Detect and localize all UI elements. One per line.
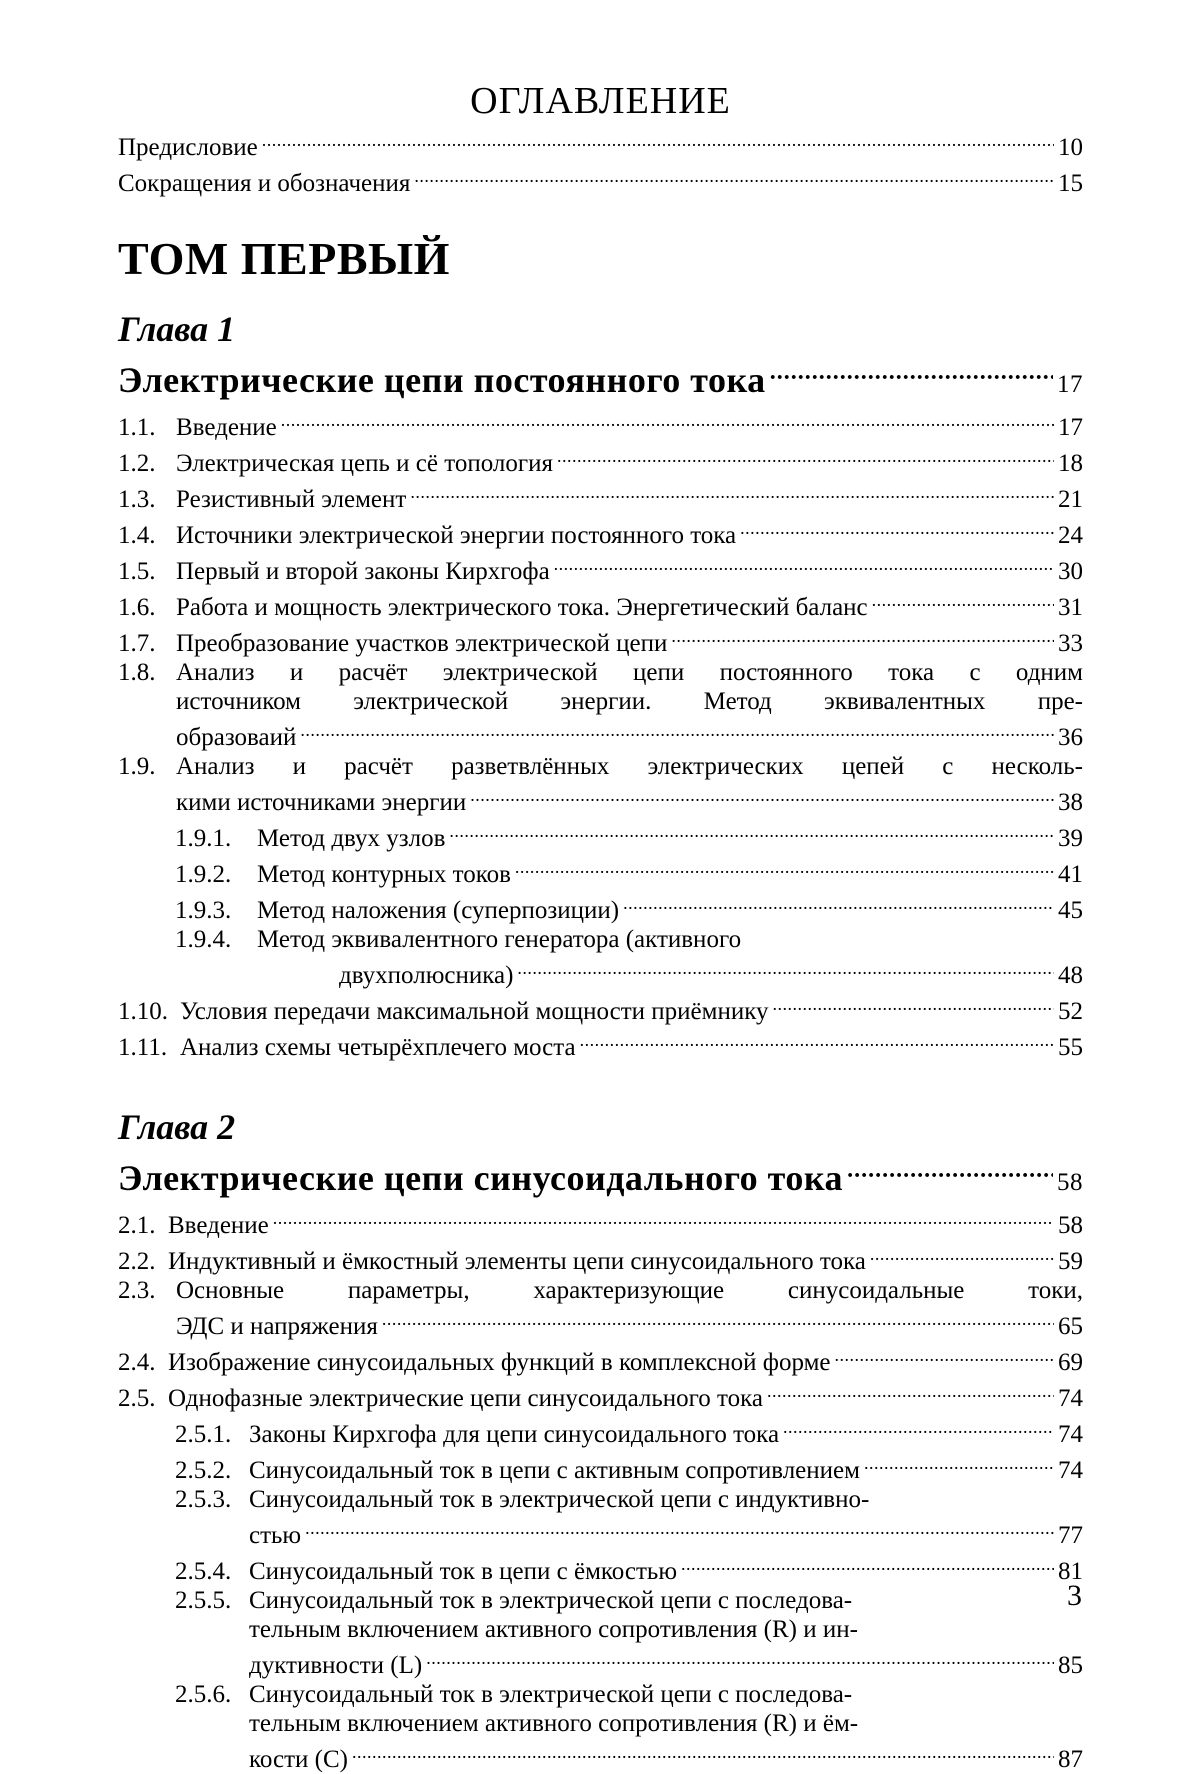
chapter-2-title: Электрические цепи синусоидального тока (118, 1158, 844, 1198)
entry-title: Работа и мощность электрического тока. Энергетический баланс (176, 594, 868, 621)
toc-entry-1-9-4 (118, 925, 1083, 990)
dot-leader (517, 954, 1054, 983)
entry-title-line: образоваий (176, 724, 297, 751)
entry-page: 81 (1058, 1558, 1083, 1585)
dot-leader (767, 1377, 1054, 1406)
toc-entry-1-9 (118, 752, 1083, 817)
entry-title-line: Синусоидальный ток в электрической цепи с последова- (249, 1681, 853, 1708)
entry-number: 2.5.3. (175, 1486, 232, 1513)
entry-number: 2.5.1. (175, 1421, 232, 1448)
entry-title-line: ЭДС и напряжения (176, 1313, 378, 1340)
entry-title-line: кими источниками энергии (176, 789, 467, 816)
toc-entry-2-3 (118, 1276, 1083, 1341)
dot-leader (773, 990, 1054, 1019)
entry-page: 30 (1058, 558, 1083, 585)
entry-title: Синусоидальный ток в цепи с активным сопротивлением (249, 1457, 860, 1484)
entry-number: 1.6. (118, 594, 156, 621)
toc-entry-1-8 (118, 658, 1083, 752)
entry-number: 1.9.2. (175, 861, 232, 888)
toc-entry-2-5-6 (118, 1680, 1083, 1774)
dot-leader (847, 1148, 1053, 1190)
toc-page (118, 78, 1083, 1774)
toc-entry-1-10 (118, 990, 1083, 1026)
dot-leader (623, 889, 1054, 918)
entry-title: Предисловие (118, 134, 258, 161)
dot-leader (300, 716, 1054, 745)
entry-title: Введение (176, 414, 277, 441)
entry-page: 87 (1058, 1746, 1083, 1773)
toc-entry-1-2 (118, 442, 1083, 478)
entry-title-line: тельным включением активного сопротивления (R) и ём- (249, 1710, 859, 1737)
dot-leader (449, 817, 1054, 846)
entry-page: 21 (1058, 486, 1083, 513)
entry-title-line: Метод эквивалентного генератора (активного (257, 926, 742, 953)
toc-entry-1-11 (118, 1026, 1083, 1062)
chapter-2-title-row (118, 1148, 1083, 1204)
entry-title: Резистивный элемент (176, 486, 407, 513)
dot-leader (864, 1449, 1054, 1478)
entry-title: Условия передачи максимальной мощности приёмнику (180, 998, 769, 1025)
entry-title-line: Основные параметры, характеризующие синусоидальные токи, (176, 1277, 1083, 1304)
entry-title: Синусоидальный ток в цепи с ёмкостью (249, 1558, 678, 1585)
dot-leader (870, 1240, 1054, 1269)
entry-title: Сокращения и обозначения (118, 170, 411, 197)
dot-leader (426, 1644, 1054, 1673)
toc-entry-1-9-1 (118, 817, 1083, 853)
entry-page: 18 (1058, 450, 1083, 477)
dot-leader (515, 853, 1054, 882)
dot-leader (580, 1026, 1054, 1055)
entry-title: Однофазные электрические цепи синусоидального тока (168, 1385, 763, 1412)
entry-title-line: дуктивности (L) (249, 1652, 423, 1679)
entry-title-line: кости (C) (249, 1746, 348, 1773)
entry-number: 2.3. (118, 1277, 156, 1304)
entry-page: 55 (1058, 1034, 1083, 1061)
toc-entry-1-3 (118, 478, 1083, 514)
toc-entry-preface (118, 126, 1083, 162)
entry-title: Анализ схемы четырёхплечего моста (180, 1034, 576, 1061)
toc-entry-2-1 (118, 1204, 1083, 1240)
entry-number: 1.10. (118, 998, 168, 1025)
entry-number: 1.4. (118, 522, 156, 549)
dot-leader (410, 478, 1054, 507)
entry-page: 41 (1058, 861, 1083, 888)
entry-number: 1.9.1. (175, 825, 232, 852)
entry-title-line: источником электрической энергии. Метод эквивалентных пре- (176, 688, 1083, 715)
dot-leader (414, 162, 1054, 191)
entry-page: 52 (1058, 998, 1083, 1025)
entry-number: 2.2. (118, 1248, 156, 1275)
chapter-1-label: Глава 1 (118, 309, 236, 349)
entry-title: Источники электрической энергии постоянного тока (176, 522, 737, 549)
toc-entry-1-1 (118, 406, 1083, 442)
entry-number: 1.1. (118, 414, 156, 441)
toc-heading: ОГЛАВЛЕНИЕ (470, 80, 731, 122)
entry-title: Метод двух узлов (257, 825, 446, 852)
toc-entry-abbreviations (118, 162, 1083, 198)
entry-title-line: Синусоидальный ток в электрической цепи с индуктивно- (249, 1486, 870, 1513)
entry-number: 2.5.6. (175, 1681, 232, 1708)
entry-title: Метод наложения (суперпозиции) (257, 897, 620, 924)
chapter-1-title: Электрические цепи постоянного тока (118, 360, 766, 400)
dot-leader (382, 1305, 1054, 1334)
toc-entry-1-9-3 (118, 889, 1083, 925)
dot-leader (554, 550, 1054, 579)
entry-number: 1.8. (118, 659, 156, 686)
entry-number: 1.5. (118, 558, 156, 585)
entry-number: 1.9. (118, 753, 156, 780)
entry-title-line: Анализ и расчёт электрической цепи постоянного тока с одним (176, 659, 1083, 686)
entry-page: 39 (1058, 825, 1083, 852)
entry-page: 69 (1058, 1349, 1083, 1376)
toc-entry-2-5-2 (118, 1449, 1083, 1485)
toc-entry-1-6 (118, 586, 1083, 622)
entry-number: 1.2. (118, 450, 156, 477)
dot-leader (281, 406, 1054, 435)
entry-title: Метод контурных токов (257, 861, 511, 888)
entry-number: 2.4. (118, 1349, 156, 1376)
entry-number: 1.3. (118, 486, 156, 513)
entry-page: 33 (1058, 630, 1083, 657)
dot-leader (262, 126, 1054, 155)
entry-title: Изображение синусоидальных функций в комплексной форме (168, 1349, 831, 1376)
entry-page: 45 (1058, 897, 1083, 924)
entry-title: Первый и второй законы Кирхгофа (176, 558, 550, 585)
entry-title: Электрическая цепь и сё топология (176, 450, 554, 477)
entry-page: 10 (1058, 134, 1083, 161)
entry-number: 2.5.4. (175, 1558, 232, 1585)
entry-title-line: двухполюсника) (339, 962, 514, 989)
entry-number: 2.5.2. (175, 1457, 232, 1484)
toc-entry-2-2 (118, 1240, 1083, 1276)
toc-entry-2-5 (118, 1377, 1083, 1413)
entry-page: 24 (1058, 522, 1083, 549)
toc-entry-1-4 (118, 514, 1083, 550)
entry-page: 74 (1058, 1421, 1083, 1448)
entry-number: 1.9.4. (175, 926, 232, 953)
dot-leader (783, 1413, 1054, 1442)
entry-title-line: стью (249, 1522, 302, 1549)
entry-page: 58 (1058, 1212, 1083, 1239)
entry-number: 2.5.5. (175, 1587, 232, 1614)
dot-leader (305, 1514, 1054, 1543)
entry-page: 77 (1058, 1522, 1083, 1549)
toc-entry-1-5 (118, 550, 1083, 586)
entry-page: 65 (1058, 1313, 1083, 1340)
dot-leader (273, 1204, 1054, 1233)
entry-title: Преобразование участков электрической цепи (176, 630, 668, 657)
toc-entry-2-5-4 (118, 1550, 1083, 1586)
entry-number: 1.9.3. (175, 897, 232, 924)
dot-leader (470, 781, 1054, 810)
entry-page: 31 (1058, 594, 1083, 621)
chapter-1-page: 17 (1057, 371, 1083, 398)
entry-title: Законы Кирхгофа для цепи синусоидального тока (249, 1421, 780, 1448)
toc-entry-2-5-3 (118, 1485, 1083, 1550)
entry-number: 2.1. (118, 1212, 156, 1239)
entry-title: Индуктивный и ёмкостный элементы цепи синусоидального тока (168, 1248, 866, 1275)
dot-leader (872, 586, 1054, 615)
entry-page: 17 (1058, 414, 1083, 441)
entry-page: 15 (1058, 170, 1083, 197)
entry-number: 2.5. (118, 1385, 156, 1412)
entry-title-line: Синусоидальный ток в электрической цепи с последова- (249, 1587, 853, 1614)
entry-number: 1.7. (118, 630, 156, 657)
entry-title-line: Анализ и расчёт разветвлённых электрических цепей с несколь- (176, 753, 1083, 780)
toc-entry-2-4 (118, 1341, 1083, 1377)
dot-leader (681, 1550, 1054, 1579)
entry-title-line: тельным включением активного сопротивления (R) и ин- (249, 1616, 858, 1643)
entry-page: 85 (1058, 1652, 1083, 1679)
chapter-1-title-row (118, 350, 1083, 406)
entry-page: 38 (1058, 789, 1083, 816)
toc-entry-1-9-2 (118, 853, 1083, 889)
toc-entry-2-5-5 (118, 1586, 1083, 1680)
entry-title: Введение (168, 1212, 269, 1239)
volume-title: ТОМ ПЕРВЫЙ (118, 233, 450, 284)
toc-entry-1-7 (118, 622, 1083, 658)
entry-page: 36 (1058, 724, 1083, 751)
entry-page: 74 (1058, 1457, 1083, 1484)
dot-leader (352, 1738, 1054, 1767)
entry-number: 1.11. (118, 1034, 168, 1061)
entry-page: 59 (1058, 1248, 1083, 1275)
entry-page: 48 (1058, 962, 1083, 989)
dot-leader (770, 350, 1053, 392)
dot-leader (671, 622, 1054, 651)
dot-leader (557, 442, 1054, 471)
dot-leader (835, 1341, 1055, 1370)
chapter-2-label: Глава 2 (118, 1107, 236, 1147)
chapter-2-page: 58 (1057, 1169, 1083, 1196)
entry-page: 74 (1058, 1385, 1083, 1412)
page-number: 3 (1067, 1579, 1082, 1612)
toc-entry-2-5-1 (118, 1413, 1083, 1449)
dot-leader (740, 514, 1054, 543)
